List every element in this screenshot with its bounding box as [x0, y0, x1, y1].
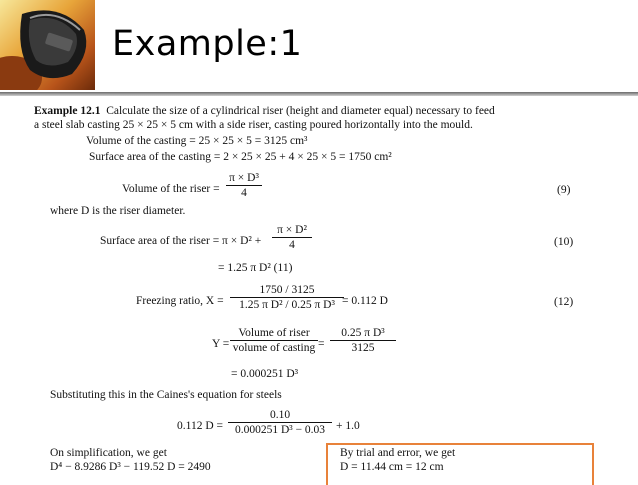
fraction-denominator: 3125 [351, 342, 375, 354]
fraction-denominator: 4 [241, 187, 247, 199]
volume-casting-eq: Volume of the casting = 25 × 25 × 5 = 3125 cm³ [86, 135, 308, 147]
slide-header [0, 0, 638, 90]
equation-number-9: (9) [557, 184, 571, 196]
slide-title: Example:1 [112, 24, 303, 64]
fraction-numerator: π × D³ [226, 172, 262, 186]
problem-line-1 [34, 105, 495, 118]
where-text: where D is the riser diameter. [50, 205, 186, 217]
fraction-numerator: π × D² [272, 224, 312, 238]
fraction-denominator: volume of casting [232, 342, 316, 354]
simplification-equation: D⁴ − 8.9286 D³ − 119.52 D = 2490 [50, 461, 211, 473]
freezing-ratio-lhs: Freezing ratio, X = [136, 295, 224, 307]
fraction-denominator: 4 [289, 239, 295, 251]
surface-area-riser-fraction [272, 224, 312, 251]
caine-rhs: + 1.0 [336, 420, 360, 432]
fraction-numerator: 0.25 π D³ [330, 327, 396, 341]
caine-lhs: 0.112 D = [177, 420, 223, 432]
surface-area-riser-lhs: Surface area of the riser = π × D² + [100, 235, 262, 247]
fraction-numerator: 1750 / 3125 [230, 284, 344, 298]
y-equals: = [318, 338, 325, 350]
y-result: = 0.000251 D³ [231, 368, 299, 380]
surface-area-casting-eq: Surface area of the casting = 2 × 25 × 25 + 4 × 25 × 5 = 1750 cm² [89, 151, 392, 163]
freezing-ratio-result: = 0.112 D [342, 295, 388, 307]
y-fraction-2 [330, 327, 396, 354]
volume-riser-fraction [226, 172, 262, 199]
header-divider [0, 92, 638, 96]
problem-line-2: a steel slab casting 25 × 25 × 5 cm with a side riser, casting poured horizontally into the mould. [34, 119, 473, 131]
surface-area-simplified: = 1.25 π D² (11) [218, 262, 293, 274]
y-fraction-1 [230, 327, 318, 354]
equation-number-12: (12) [554, 296, 574, 308]
fraction-numerator: 0.10 [228, 409, 332, 423]
caine-fraction [228, 409, 332, 436]
fraction-denominator: 0.000251 D³ − 0.03 [234, 424, 326, 436]
equation-number-10: (10) [554, 236, 574, 248]
substituting-text: Substituting this in the Caines's equation for steels [50, 389, 282, 401]
fraction-numerator: Volume of riser [230, 327, 318, 341]
volume-riser-lhs: Volume of the riser = [122, 183, 220, 195]
trial-label: By trial and error, we get [340, 447, 456, 459]
y-lhs: Y = [212, 338, 230, 350]
example-label: Example 12.1 [34, 105, 101, 117]
problem-text-1: Calculate the size of a cylindrical riser (height and diameter equal) necessary to feed [106, 105, 495, 117]
freezing-ratio-fraction [230, 284, 344, 311]
fraction-denominator: 1.25 π D² / 0.25 π D³ [239, 299, 335, 311]
trial-result: D = 11.44 cm = 12 cm [340, 461, 444, 473]
welder-mask-icon [0, 0, 95, 90]
simplification-label: On simplification, we get [50, 447, 167, 459]
